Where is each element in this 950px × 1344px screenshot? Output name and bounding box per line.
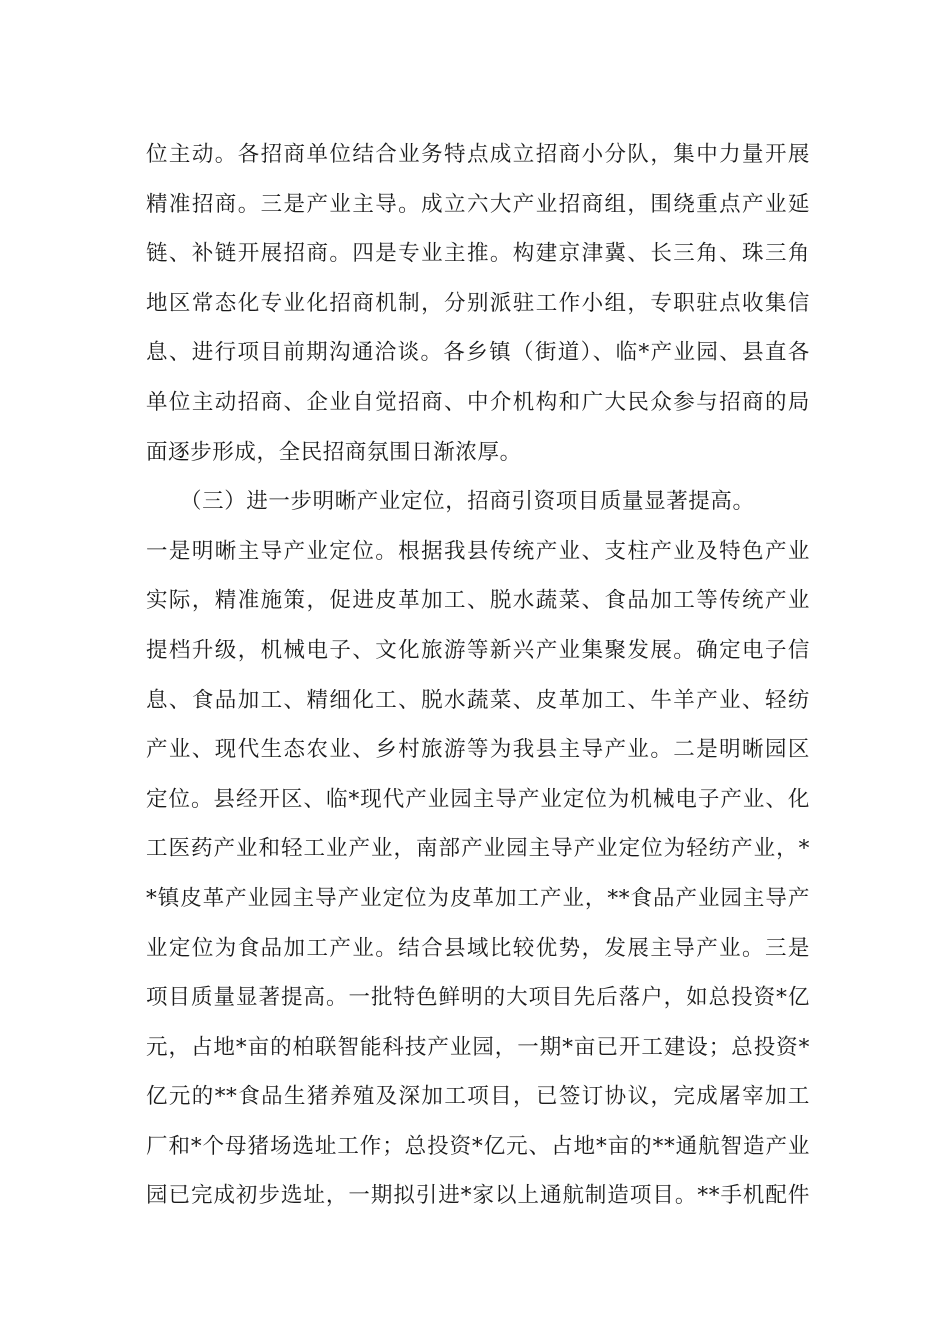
text-line: 项目质量显著提高。一批特色鲜明的大项目先后落户，如总投资*亿: [146, 985, 810, 1011]
text-line: 业定位为食品加工产业。结合县域比较优势，发展主导产业。三是: [146, 935, 810, 961]
text-line: 链、补链开展招商。四是专业主推。构建京津冀、长三角、珠三角: [146, 241, 810, 267]
text-line: 园已完成初步选址，一期拟引进*家以上通航制造项目。**手机配件: [146, 1183, 810, 1209]
text-line: 产业、现代生态农业、乡村旅游等为我县主导产业。二是明晰园区: [146, 737, 810, 763]
text-line: 位主动。各招商单位结合业务特点成立招商小分队，集中力量开展: [146, 142, 810, 167]
text-line: *镇皮革产业园主导产业定位为皮革加工产业，**食品产业园主导产: [146, 885, 810, 911]
text-line: 提档升级，机械电子、文化旅游等新兴产业集聚发展。确定电子信: [146, 637, 810, 663]
section-heading: （三）进一步明晰产业定位，招商引资项目质量显著提高。: [180, 489, 755, 515]
text-line: 亿元的**食品生猪养殖及深加工项目，已签订协议，完成屠宰加工: [146, 1084, 810, 1110]
body-text: [146, 130, 810, 1221]
text-line: 厂和*个母猪场选址工作；总投资*亿元、占地*亩的**通航智造产业: [146, 1133, 810, 1159]
text-line: 工医药产业和轻工业产业，南部产业园主导产业定位为轻纺产业，*: [146, 836, 810, 862]
text-line: 息、食品加工、精细化工、脱水蔬菜、皮革加工、牛羊产业、轻纺: [146, 687, 810, 713]
text-line: 精准招商。三是产业主导。成立六大产业招商组，围绕重点产业延: [146, 191, 810, 217]
text-line: 面逐步形成，全民招商氛围日渐浓厚。: [146, 439, 522, 465]
text-line: 元，占地*亩的柏联智能科技产业园，一期*亩已开工建设；总投资*: [146, 1034, 810, 1060]
text-line: 实际，精准施策，促进皮革加工、脱水蔬菜、食品加工等传统产业: [146, 588, 810, 614]
text-line: 息、进行项目前期沟通洽谈。各乡镇（街道）、临*产业园、县直各: [146, 340, 810, 366]
text-line: 单位主动招商、企业自觉招商、中介机构和广大民众参与招商的局: [146, 389, 810, 415]
text-line: 定位。县经开区、临*现代产业园主导产业定位为机械电子产业、化: [146, 786, 810, 812]
text-line: 一是明晰主导产业定位。根据我县传统产业、支柱产业及特色产业: [146, 538, 810, 564]
text-line: 地区常态化专业化招商机制，分别派驻工作小组，专职驻点收集信: [146, 290, 810, 316]
